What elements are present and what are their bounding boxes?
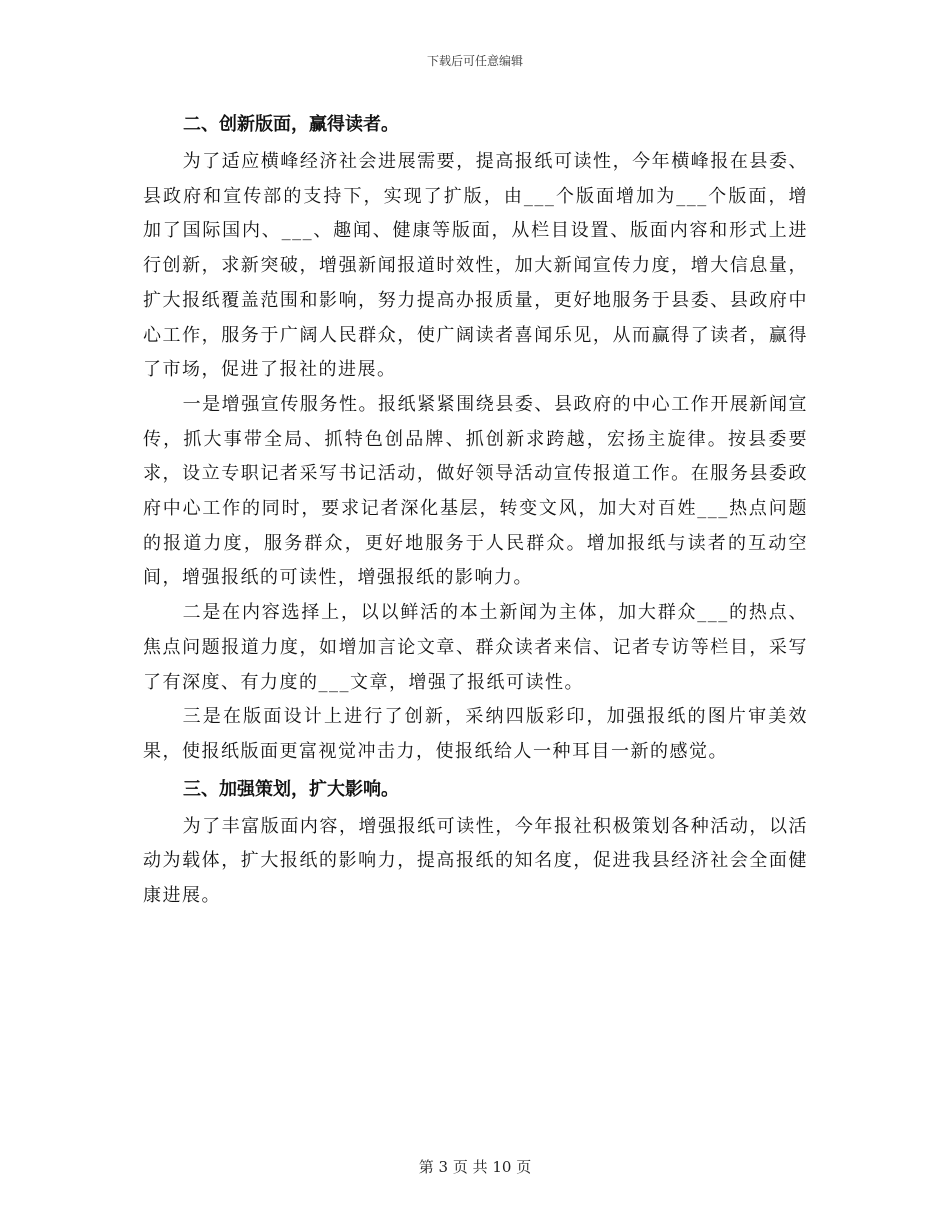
paragraph-planning: 为了丰富版面内容，增强报纸可读性，今年报社积极策划各种活动，以活动为载体，扩大报纸的影响力，提高报纸的知名度，促进我县经济社会全面健康进展。	[143, 815, 808, 907]
section-heading-2: 二、创新版面，赢得读者。	[183, 114, 399, 135]
paragraph-point-3: 三是在版面设计上进行了创新，采纳四版彩印，加强报纸的图片审美效果，使报纸版面更富视觉冲击力，使报纸给人一种耳目一新的感觉。	[143, 706, 808, 762]
section-heading-3: 三、加强策划，扩大影响。	[183, 778, 399, 800]
document-body	[143, 105, 808, 914]
paragraph-point-2: 二是在内容选择上，以以鲜活的本土新闻为主体，加大群众___的热点、焦点问题报道力度，如增加言论文章、群众读者来信、记者专访等栏目，采写了有深度、有力度的___文章，增强了报纸可读性。	[143, 602, 808, 693]
page-number-footer: 第 3 页 共 10 页	[418, 1158, 532, 1176]
paragraph-intro: 为了适应横峰经济社会进展需要，提高报纸可读性，今年横峰报在县委、县政府和宣传部的支持下，实现了扩版，由___个版面增加为___个版面，增加了国际国内、___、趣闻、健康等版面，从栏目设置、版面内容和形式上进行创新，求新突破，增强新闻报道时效性，加大新闻宣传力度，增大信息量，扩大报纸覆盖范围和影响，努力提高办报质量，更好地服务于县委、县政府中心工作，服务于广阔人民群众，使广阔读者喜闻乐见，从而赢得了读者，赢得了市场，促进了报社的进展。	[143, 151, 808, 381]
page-header-note: 下载后可任意编辑	[426, 54, 523, 68]
paragraph-point-1: 一是增强宣传服务性。报纸紧紧围绕县委、县政府的中心工作开展新闻宣传，抓大事带全局、抓特色创品牌、抓创新求跨越，宏扬主旋律。按县委要求，设立专职记者采写书记活动，做好领导活动宣传报道工作。在服务县委政府中心工作的同时，要求记者深化基层，转变文风，加大对百姓___热点问题的报道力度，服务群众，更好地服务于人民群众。增加报纸与读者的互动空间，增强报纸的可读性，增强报纸的影响力。	[143, 393, 808, 589]
